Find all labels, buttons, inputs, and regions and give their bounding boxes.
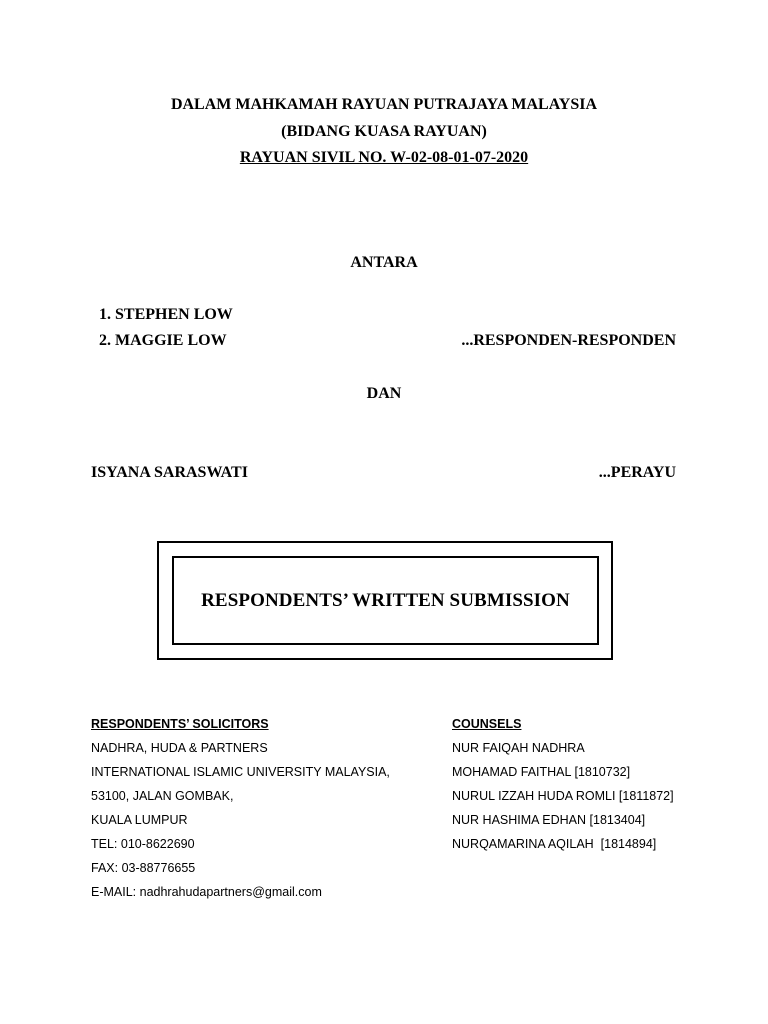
solicitors-line: INTERNATIONAL ISLAMIC UNIVERSITY MALAYSIA, bbox=[91, 765, 390, 779]
counsels-heading: COUNSELS bbox=[452, 717, 522, 731]
counsels-block bbox=[452, 716, 674, 852]
solicitors-block bbox=[91, 716, 390, 900]
solicitors-email: E-MAIL: nadhrahudapartners@gmail.com bbox=[91, 885, 322, 899]
appellant-name: ISYANA SARASWATI bbox=[91, 464, 248, 481]
counsel-line: NURQAMARINA AQILAH [1814894] bbox=[452, 837, 657, 851]
counsel-line: MOHAMAD FAITHAL [1810732] bbox=[452, 765, 631, 779]
case-number: RAYUAN SIVIL NO. W-02-08-01-07-2020 bbox=[239, 149, 529, 166]
counsel-line: NUR HASHIMA EDHAN [1813404] bbox=[452, 813, 646, 827]
case-number-wrap bbox=[0, 148, 768, 168]
solicitors-fax: FAX: 03-88776655 bbox=[91, 861, 196, 875]
solicitors-line: NADHRA, HUDA & PARTNERS bbox=[91, 741, 268, 755]
respondent-1: 1. STEPHEN LOW bbox=[99, 306, 233, 323]
respondents-role: ...RESPONDEN-RESPONDEN bbox=[461, 332, 676, 349]
court-name: DALAM MAHKAMAH RAYUAN PUTRAJAYA MALAYSIA bbox=[170, 96, 598, 113]
solicitors-line: KUALA LUMPUR bbox=[91, 813, 188, 827]
counsel-line: NURUL IZZAH HUDA ROMLI [1811872] bbox=[452, 789, 674, 803]
title-frame-inner bbox=[172, 556, 599, 645]
respondent-2: 2. MAGGIE LOW bbox=[99, 332, 227, 349]
appellant-role: ...PERAYU bbox=[598, 464, 676, 481]
solicitors-tel: TEL: 010-8622690 bbox=[91, 837, 195, 851]
solicitors-heading: RESPONDENTS’ SOLICITORS bbox=[91, 717, 269, 731]
counsel-line: NUR FAIQAH NADHRA bbox=[452, 741, 585, 755]
dan-label: DAN bbox=[366, 385, 402, 402]
antara-label: ANTARA bbox=[350, 254, 418, 271]
document-title: RESPONDENTS’ WRITTEN SUBMISSION bbox=[201, 589, 570, 611]
jurisdiction: (BIDANG KUASA RAYUAN) bbox=[281, 123, 487, 140]
solicitors-line: 53100, JALAN GOMBAK, bbox=[91, 789, 234, 803]
